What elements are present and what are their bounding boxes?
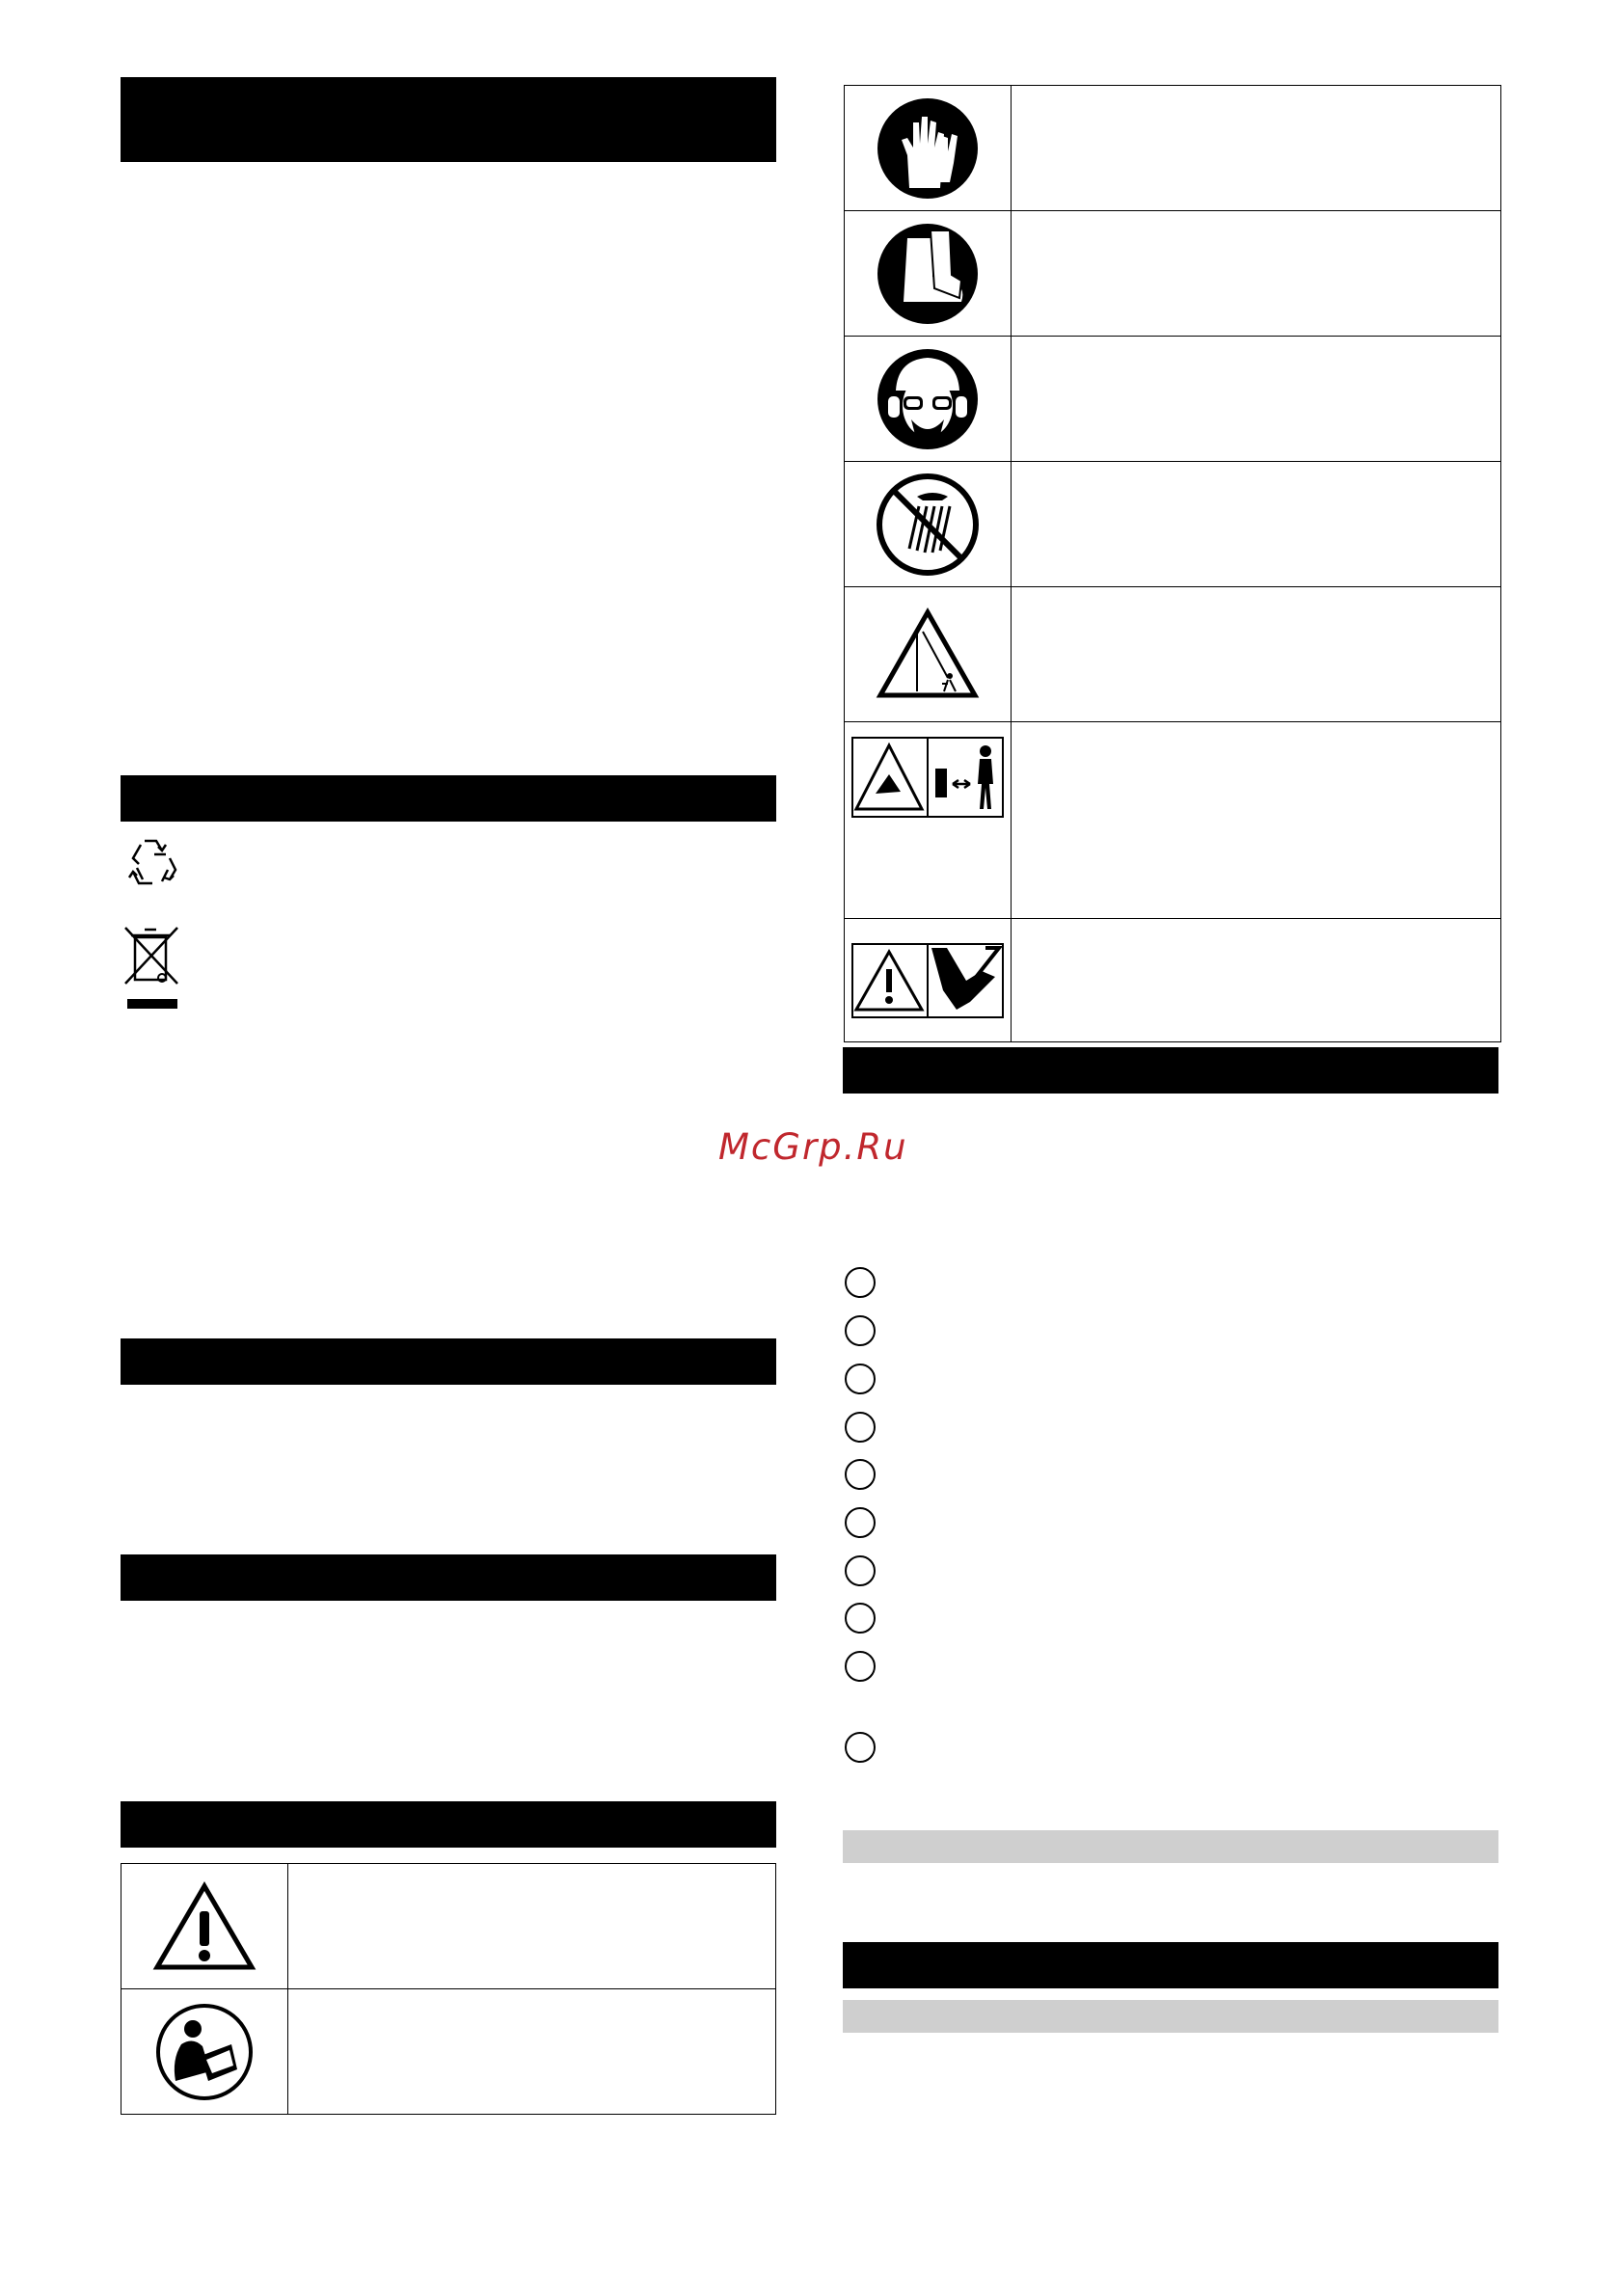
section-header-right-2 xyxy=(843,1942,1498,1988)
helmet-goggles-mask-icon xyxy=(875,346,981,452)
right-symbol-cell-2 xyxy=(845,211,1012,337)
section-header-disposal xyxy=(121,775,776,822)
item-number-1 xyxy=(845,1267,876,1298)
right-symbol-text-4 xyxy=(1012,462,1501,587)
right-symbol-text-6 xyxy=(1012,722,1501,919)
item-number-3 xyxy=(845,1364,876,1394)
item-number-5 xyxy=(845,1459,876,1490)
item-number-7 xyxy=(845,1555,876,1586)
left-symbol-cell-2 xyxy=(121,1989,288,2115)
right-symbol-cell-1 xyxy=(845,86,1012,211)
right-symbol-text-1 xyxy=(1012,86,1501,211)
item-number-10 xyxy=(845,1732,876,1763)
warning-triangle-icon xyxy=(151,1880,257,1973)
item-number-2 xyxy=(845,1315,876,1346)
title-block xyxy=(121,77,776,162)
power-line-warning-icon xyxy=(875,607,981,703)
right-symbol-table xyxy=(844,85,1501,1042)
item-number-8 xyxy=(845,1603,876,1634)
no-rain-icon xyxy=(875,472,981,578)
right-symbol-cell-6 xyxy=(845,722,1012,919)
right-symbol-cell-3 xyxy=(845,337,1012,462)
item-number-6 xyxy=(845,1507,876,1538)
right-symbol-text-5 xyxy=(1012,587,1501,722)
gloves-icon xyxy=(875,95,981,202)
crossed-bin-icon xyxy=(120,924,183,1013)
item-number-4 xyxy=(845,1412,876,1443)
read-manual-icon xyxy=(154,2002,255,2102)
right-symbol-text-3 xyxy=(1012,337,1501,462)
left-symbol-cell-1 xyxy=(121,1864,288,1989)
keep-distance-icon xyxy=(850,736,1005,819)
left-symbol-table xyxy=(121,1863,776,2115)
section-header-symbols xyxy=(121,1801,776,1848)
left-symbol-text-1 xyxy=(288,1864,776,1989)
right-symbol-text-7 xyxy=(1012,919,1501,1042)
safety-boots-icon xyxy=(875,221,981,327)
item-number-9 xyxy=(845,1651,876,1682)
section-header-right xyxy=(843,1047,1498,1094)
left-symbol-text-2 xyxy=(288,1989,776,2115)
right-symbol-cell-7 xyxy=(845,919,1012,1042)
grey-subheader-2 xyxy=(843,2000,1498,2033)
right-symbol-cell-5 xyxy=(845,587,1012,722)
cut-hazard-icon xyxy=(850,942,1005,1019)
recycle-icon xyxy=(123,831,185,893)
watermark: McGrp.Ru xyxy=(718,1126,908,1168)
section-header-a xyxy=(121,1338,776,1385)
right-symbol-text-2 xyxy=(1012,211,1501,337)
right-symbol-cell-4 xyxy=(845,462,1012,587)
grey-subheader-1 xyxy=(843,1830,1498,1863)
section-header-b xyxy=(121,1554,776,1601)
